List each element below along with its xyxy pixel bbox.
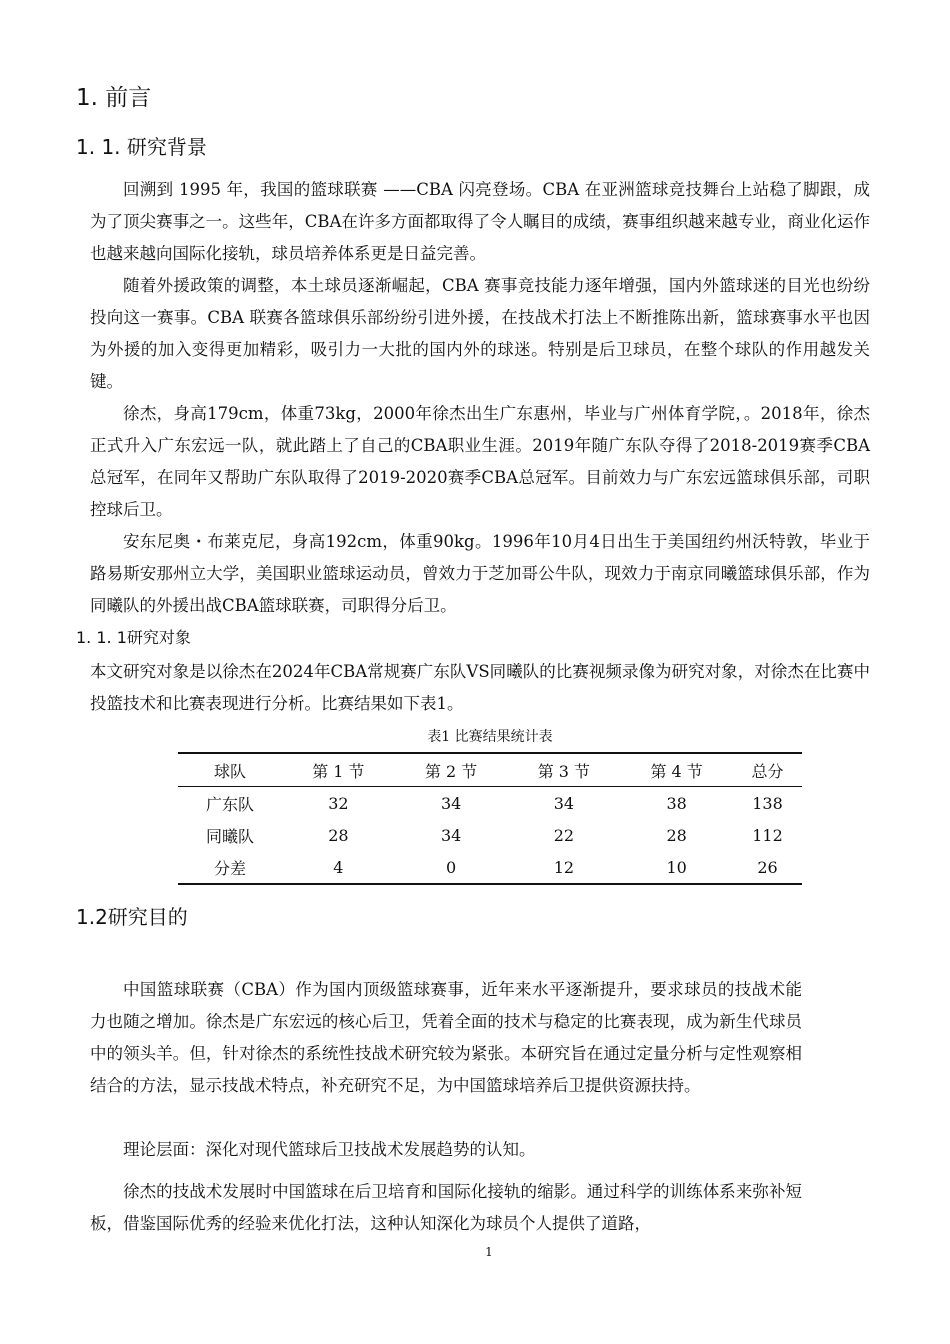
table-cell: 34	[553, 793, 575, 813]
table-cell: 26	[757, 857, 778, 877]
table-cell: 34	[440, 793, 462, 813]
table-row	[178, 787, 802, 820]
table-cell: 4	[333, 857, 344, 877]
table-cell: 34	[440, 825, 462, 845]
table-cell: 10	[666, 857, 687, 877]
table-cell: 32	[328, 793, 349, 813]
table-header-row	[178, 753, 802, 787]
table-cell: 分差	[213, 858, 246, 878]
table-row	[178, 819, 802, 851]
paragraph-theory-level: 理论层面：深化对现代篮球后卫技战术发展趋势的认知。	[123, 1140, 536, 1159]
subsubsection-heading-research-object: 1. 1. 1研究对象	[76, 628, 191, 647]
subsection-heading-background: 1. 1. 研究背景	[76, 135, 207, 159]
header-cell-team: 球队	[213, 761, 246, 781]
table-cell: 0	[446, 857, 457, 877]
header-cell-q4: 第 4 节	[650, 761, 703, 781]
table-cell: 22	[553, 825, 575, 845]
table-cell: 广东队	[205, 794, 254, 814]
table-cell: 138	[752, 793, 783, 813]
table-cell: 12	[553, 857, 575, 877]
subsection-heading-purpose: 1.2研究目的	[76, 905, 188, 929]
table-cell: 28	[328, 825, 349, 845]
header-cell-q3: 第 3 节	[537, 761, 591, 781]
header-cell-total: 总分	[751, 761, 784, 781]
table-caption: 表1 比赛结果统计表	[427, 729, 553, 745]
table-cell: 同曦队	[205, 826, 254, 846]
table-row	[178, 851, 802, 884]
game-result-table	[178, 752, 802, 885]
paragraph-xu-jie-profile: 徐杰，身高179cm，体重73kg，2000年徐杰出生广东惠州，毕业与广州体育学院，。2018年，徐杰正式升入广东宏远一队，就此踏上了自己的CBA职业生涯。2019年随广东队夺得了2018-2019赛季CBA总冠军，在同年又帮助广东队取得了2019-2020赛季CBA总冠军。目前效力与广东宏远篮球俱乐部，司职控球后卫。	[90, 404, 870, 519]
page-number: 1	[485, 1245, 493, 1259]
paragraph-research-object: 本文研究对象是以徐杰在2024年CBA常规赛广东队VS同曦队的比赛视频录像为研究对象，对徐杰在比赛中投篮技术和比赛表现进行分析。比赛结果如下表1。	[90, 662, 870, 713]
table-cell: 112	[752, 825, 783, 845]
header-cell-q1: 第 1 节	[312, 761, 365, 781]
header-cell-q2: 第 2 节	[424, 761, 478, 781]
paragraph-foreign-players: 随着外援政策的调整，本土球员逐渐崛起，CBA 赛事竞技能力逐年增强，国内外篮球迷的目光也纷纷投向这一赛事。CBA 联赛各篮球俱乐部纷纷引进外援，在技战术打法上不断推陈出新，篮球赛事水平也因为外援的加入变得更加精彩，吸引力一大批的国内外的球迷。特别是后卫球员，在整个球队的作用越发关键。	[90, 276, 870, 391]
paragraph-tactics-development: 徐杰的技战术发展时中国篮球在后卫培育和国际化接轨的缩影。通过科学的训练体系来弥补短板，借鉴国际优秀的经验来优化打法，这种认知深化为球员个人提供了道路，	[90, 1182, 802, 1233]
paragraph-cba-history: 回溯到 1995 年，我国的篮球联赛 ——CBA 闪亮登场。CBA 在亚洲篮球竞技舞台上站稳了脚跟，成为了顶尖赛事之一。这些年，CBA在许多方面都取得了令人瞩目的成绩，赛事组织越来越专业，商业化运作也越来越向国际化接轨，球员培养体系更是日益完善。	[90, 180, 870, 263]
paragraph-blakeney-profile: 安东尼奥・布莱克尼，身高192cm，体重90kg。1996年10月4日出生于美国纽约州沃特敦，毕业于路易斯安那州立大学，美国职业篮球运动员，曾效力于芝加哥公牛队，现效力于南京同曦篮球俱乐部，作为同曦队的外援出战CBA篮球联赛，司职得分后卫。	[90, 532, 870, 615]
table-cell: 28	[666, 825, 687, 845]
paragraph-research-purpose: 中国篮球联赛（CBA）作为国内顶级篮球赛事，近年来水平逐渐提升，要求球员的技战术能力也随之增加。徐杰是广东宏远的核心后卫，凭着全面的技术与稳定的比赛表现，成为新生代球员中的领头羊。但，针对徐杰的系统性技战术研究较为紧张。本研究旨在通过定量分析与定性观察相结合的方法，显示技战术特点，补充研究不足，为中国篮球培养后卫提供资源扶持。	[90, 980, 802, 1095]
table-cell: 38	[666, 793, 687, 813]
section-heading-preface: 1. 前言	[76, 85, 152, 111]
